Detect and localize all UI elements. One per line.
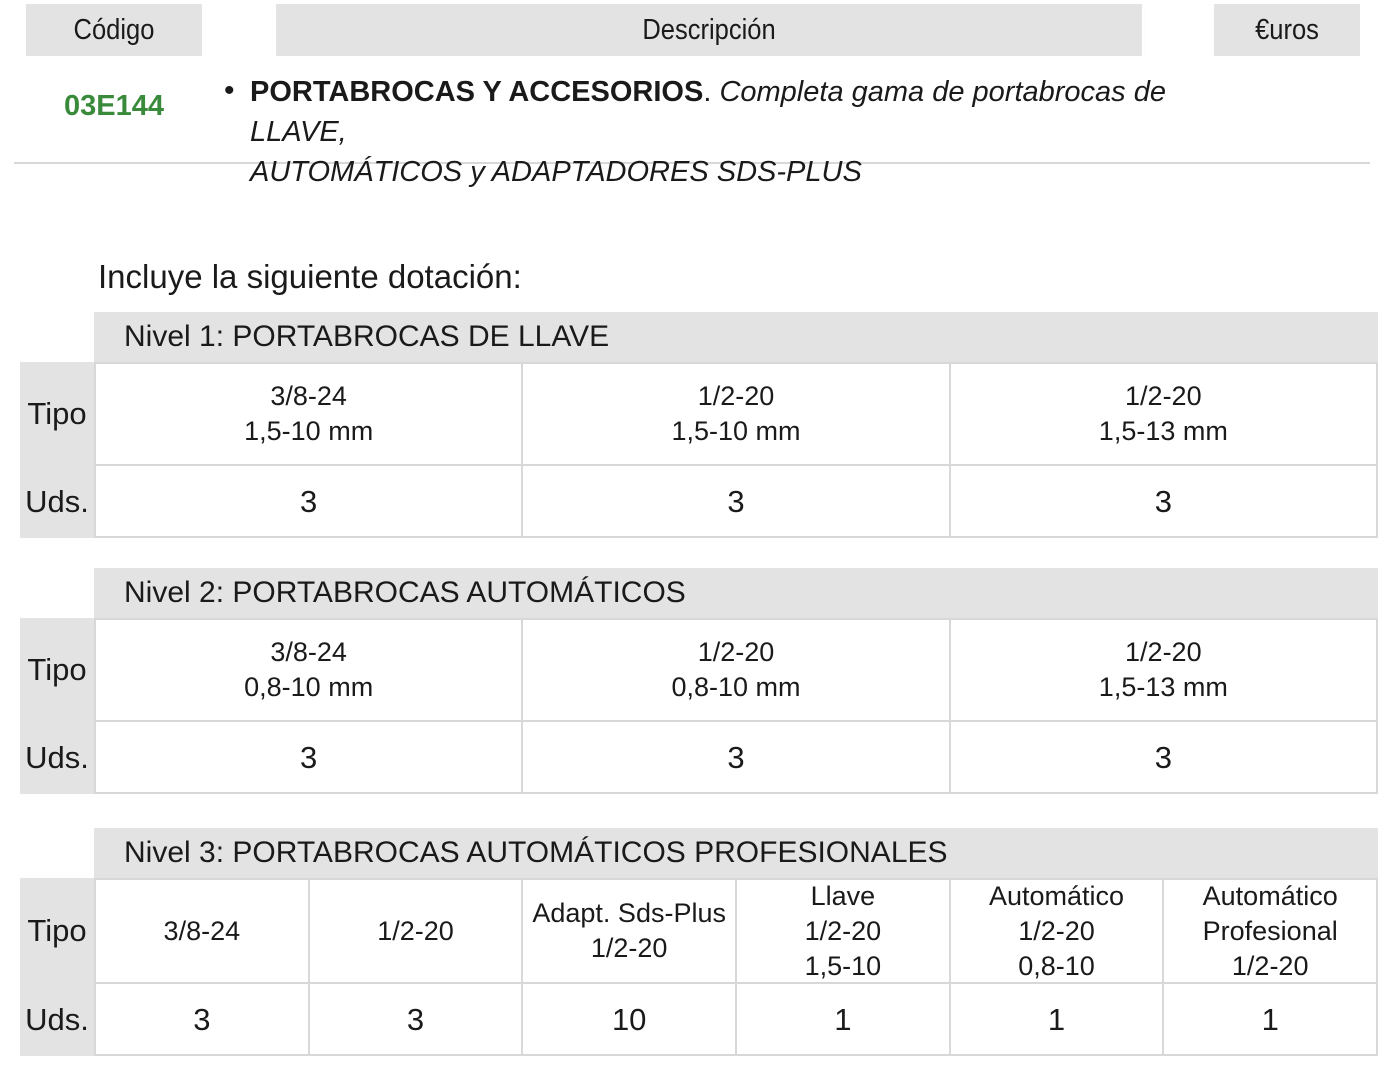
uds-cell: 3 xyxy=(521,466,948,536)
uds-cell: 1 xyxy=(1162,984,1376,1054)
cell-line: 1/2-20 xyxy=(697,637,775,667)
description-line-1: Completa gama de portabrocas de LLAVE, xyxy=(250,76,1166,148)
uds-cell: 3 xyxy=(308,984,522,1054)
cell-line: 1/2-20 xyxy=(804,915,882,946)
table-header xyxy=(14,4,1370,56)
cell-line: 0,8-10 mm xyxy=(244,672,374,702)
cell-line: 1,5-10 xyxy=(804,950,882,981)
level-2-table xyxy=(20,568,1378,794)
tipo-cell xyxy=(94,620,521,720)
tipo-cell xyxy=(521,620,948,720)
uds-label: Uds. xyxy=(20,466,94,538)
tipo-cell xyxy=(949,620,1376,720)
tipo-label: Tipo xyxy=(20,362,94,466)
uds-row xyxy=(20,722,1378,794)
uds-cell: 3 xyxy=(94,984,308,1054)
cell-line: 1/2-20 xyxy=(1018,915,1095,946)
cell-line: 1/2-20 xyxy=(1125,637,1202,667)
uds-row xyxy=(20,466,1378,538)
tipo-cell xyxy=(949,880,1163,982)
tipo-label: Tipo xyxy=(20,878,94,984)
cell-line: 1,5-13 mm xyxy=(1098,672,1228,702)
uds-cell: 3 xyxy=(94,722,521,792)
tipo-label: Tipo xyxy=(20,618,94,722)
level-1-table xyxy=(20,312,1378,538)
cell-line: 1/2-20 xyxy=(377,915,454,946)
tipo-cell xyxy=(521,880,735,982)
cell-line: 1,5-13 mm xyxy=(1098,416,1228,446)
uds-cell: 3 xyxy=(94,466,521,536)
tipo-cell xyxy=(735,880,949,982)
cell-line: 0,8-10 mm xyxy=(671,672,801,702)
cell-line: 1/2-20 xyxy=(1231,950,1309,981)
uds-cell: 10 xyxy=(521,984,735,1054)
level-2-title: Nivel 2: PORTABROCAS AUTOMÁTICOS xyxy=(94,568,1378,618)
product-code: 03E144 xyxy=(64,90,164,122)
intro-text: Incluye la siguiente dotación: xyxy=(98,258,522,295)
level-1-title: Nivel 1: PORTABROCAS DE LLAVE xyxy=(94,312,1378,362)
uds-label: Uds. xyxy=(20,722,94,794)
tipo-cell xyxy=(308,880,522,982)
uds-cell: 3 xyxy=(949,466,1376,536)
tipo-cell xyxy=(1162,880,1376,982)
cell-line: Llave xyxy=(810,880,876,911)
uds-cell: 3 xyxy=(949,722,1376,792)
cell-line: 1/2-20 xyxy=(590,933,668,963)
tipo-row xyxy=(20,362,1378,466)
tipo-cell xyxy=(949,364,1376,464)
uds-label: Uds. xyxy=(20,984,94,1056)
level-3-title: Nivel 3: PORTABROCAS AUTOMÁTICOS PROFESIONALES xyxy=(94,828,1378,878)
product-row xyxy=(14,62,1370,188)
cell-line: 1/2-20 xyxy=(697,381,775,411)
tipo-cell xyxy=(94,364,521,464)
cell-line: Profesional xyxy=(1202,915,1338,946)
tipo-cell xyxy=(521,364,948,464)
title-separator: . xyxy=(703,76,720,108)
cell-line: 1/2-20 xyxy=(1125,381,1202,411)
uds-cell: 1 xyxy=(735,984,949,1054)
header-euros: €uros xyxy=(1214,4,1360,56)
tipo-cell xyxy=(94,880,308,982)
header-descripcion: Descripción xyxy=(273,4,1144,56)
level-3-table xyxy=(20,828,1378,1056)
cell-line: 1,5-10 mm xyxy=(244,416,374,446)
cell-line: Automático xyxy=(988,880,1125,911)
cell-line: Adapt. Sds-Plus xyxy=(532,898,726,928)
cell-line: 3/8-24 xyxy=(270,637,347,667)
description-line-2: AUTOMÁTICOS y ADAPTADORES SDS-PLUS xyxy=(250,156,862,188)
product-title: PORTABROCAS Y ACCESORIOS xyxy=(250,76,704,108)
cell-line: 0,8-10 xyxy=(1018,950,1095,981)
bullet: • xyxy=(224,74,235,107)
uds-cell: 1 xyxy=(949,984,1163,1054)
header-codigo: Código xyxy=(26,4,202,56)
product-description xyxy=(250,72,1250,192)
cell-line: 1,5-10 mm xyxy=(671,416,801,446)
tipo-row xyxy=(20,618,1378,722)
cell-line: 3/8-24 xyxy=(270,381,347,411)
cell-line: 3/8-24 xyxy=(163,915,241,946)
uds-row xyxy=(20,984,1378,1056)
tipo-row xyxy=(20,878,1378,984)
uds-cell: 3 xyxy=(521,722,948,792)
cell-line: Automático xyxy=(1202,880,1338,911)
